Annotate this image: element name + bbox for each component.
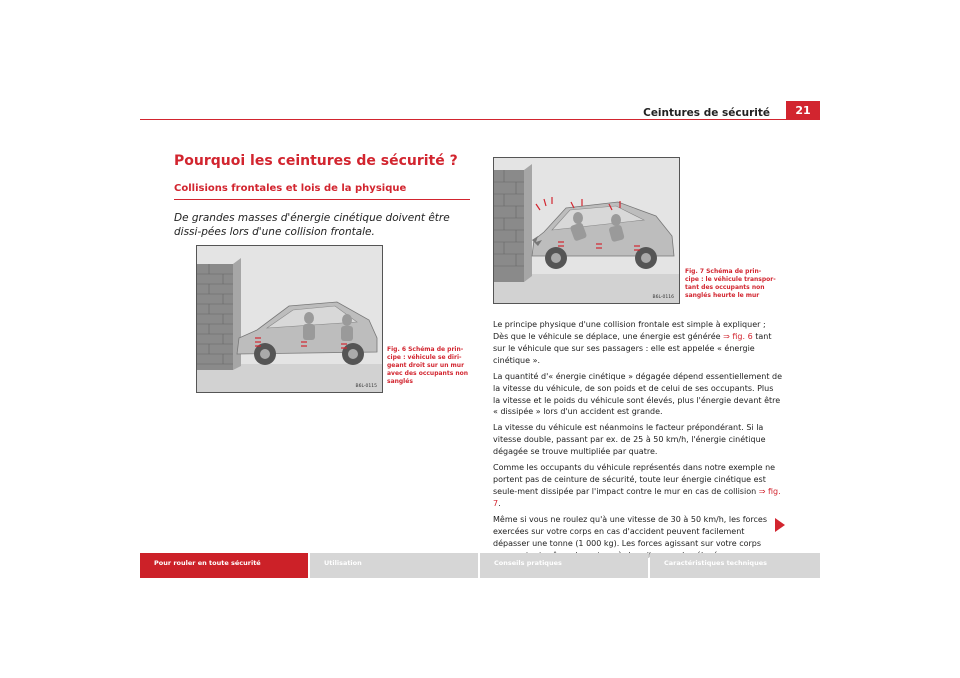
paragraph-2: La quantité d'« énergie cinétique » dégagée dépend essentiellement de la vitesse du véhicule, de son poids et de celui de ses occupants. Plus la vitesse et le poids du véhicule sont élevés, plus l'énergie devant être « dissipée » lors d'un accident est grande. [493, 371, 783, 417]
subtitle-rule [174, 199, 470, 200]
paragraph-1: Le principe physique d'une collision frontale est simple à expliquer ; Dès que le véhicule se déplace, une énergie est générée ⇒ fig. 6 tant sur le véhicule que sur ses passagers : elle est appelée « énergie cinétique ». [493, 320, 772, 365]
page-number: 21 [786, 101, 820, 119]
figure-7 [493, 157, 680, 304]
figure-6-illustration [197, 246, 382, 392]
next-page-arrow-icon[interactable] [775, 518, 785, 532]
figure-6-caption: Fig. 6 Schéma de prin- cipe : véhicule se diri- geant droit sur un mur avec des occupants non sanglés [387, 346, 469, 385]
figure-6 [196, 245, 383, 393]
paragraph-5: Même si vous ne roulez qu'à une vitesse de 30 à 50 km/h, les forces exercées sur votre corps en cas d'accident peuvent facilement dépasser une tonne (1 000 kg). Les forces agissant sur votre corps [493, 514, 768, 548]
figure-6-code: B6L-0115 [355, 384, 377, 389]
figure-7-caption: Fig. 7 Schéma de prin- cipe : le véhicule transpor- tant des occupants non sanglés heurte le mur [685, 268, 776, 299]
brick-wall [197, 258, 241, 370]
header-rule [140, 119, 820, 120]
body-text [493, 319, 783, 566]
section-subtitle: Collisions frontales et lois de la physique [174, 183, 407, 194]
paragraph-3: La vitesse du véhicule est néanmoins le facteur prépondérant. Si la vitesse double, passant par ex. de 25 à 50 km/h, l'énergie cinétique dégagée se trouve multipliée par quatre. [493, 423, 766, 457]
figure-7-code: B6L-0116 [652, 295, 674, 300]
footer-tab-operation[interactable]: Utilisation [310, 553, 478, 578]
section-title: Pourquoi les ceintures de sécurité ? [174, 153, 458, 169]
fig6-link[interactable]: ⇒ fig. 6 [723, 331, 753, 341]
lead-text: De grandes masses d'énergie cinétique doivent être dissi-pées lors d'une collision frontale. [174, 212, 450, 238]
brick-wall [494, 164, 532, 282]
footer-tab-specs[interactable]: Caractéristiques techniques [650, 553, 820, 578]
figure-7-illustration [494, 158, 679, 303]
footer-tab-tips[interactable]: Conseils pratiques [480, 553, 648, 578]
fig7-link[interactable]: ⇒ fig. 7 [493, 487, 781, 508]
chapter-title: Ceintures de sécurité [643, 107, 770, 119]
paragraph-4: Comme les occupants du véhicule représentés dans notre exemple ne portent pas de ceinture de sécurité, toute leur énergie cinétique est seule-ment dissipée par l'impact contre le mur en cas de collision ⇒ fig. 7. [493, 463, 781, 508]
footer-tab-safety[interactable]: Pour rouler en toute sécurité [140, 553, 308, 578]
